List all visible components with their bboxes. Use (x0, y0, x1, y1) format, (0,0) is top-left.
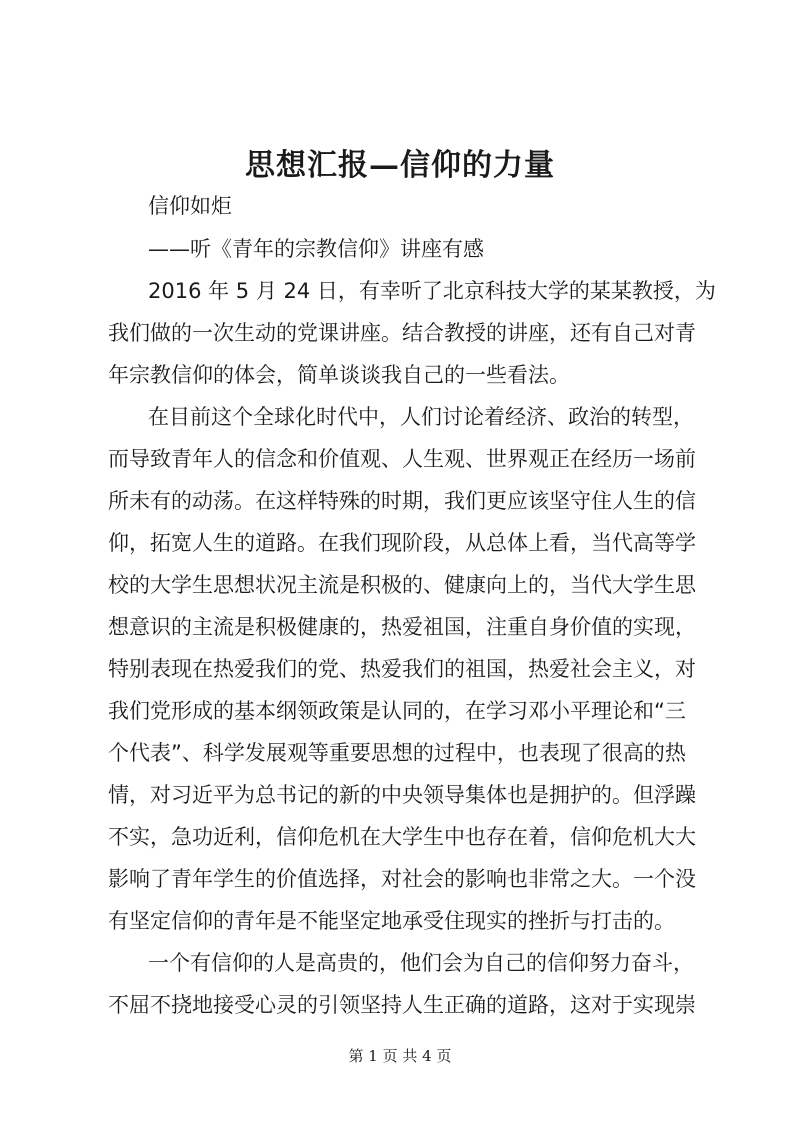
page-footer: 第 1 页 共 4 页 (348, 1047, 452, 1065)
body-line: 校的大学生思想状况主流是积极的、健康向上的，当代大学生思 (108, 573, 696, 597)
body-line: 有坚定信仰的青年是不能坚定地承受住现实的挫折与打击的。 (108, 909, 675, 933)
subtitle-line: ——听《青年的宗教信仰》讲座有感 (148, 237, 484, 261)
body-line: 2016 年 5 月 24 日，有幸听了北京科技大学的某某教授，为 (148, 279, 716, 303)
body-line: 特别表现在热爱我们的党、热爱我们的祖国，热爱社会主义，对 (108, 657, 696, 681)
body-line: 我们党形成的基本纲领政策是认同的，在学习邓小平理论和“三 (108, 699, 686, 723)
body-line: 我们做的一次生动的党课讲座。结合教授的讲座，还有自己对青 (108, 321, 696, 345)
body-line: 想意识的主流是积极健康的，热爱祖国，注重自身价值的实现， (108, 615, 696, 639)
body-line: 不实，急功近利，信仰危机在大学生中也存在着，信仰危机大大 (108, 825, 696, 849)
document-title: 思想汇报—信仰的力量 (245, 148, 555, 183)
body-line: 而导致青年人的信念和价值观、人生观、世界观正在经历一场前 (108, 447, 696, 471)
body-line: 影响了青年学生的价值选择，对社会的影响也非常之大。一个没 (108, 867, 696, 891)
subtitle-line: 信仰如炬 (148, 194, 232, 218)
body-line: 不屈不挠地接受心灵的引领坚持人生正确的道路，这对于实现崇 (108, 993, 696, 1017)
body-line: 个代表”、科学发展观等重要思想的过程中，也表现了很高的热 (108, 741, 686, 765)
body-line: 情，对习近平为总书记的新的中央领导集体也是拥护的。但浮躁 (108, 783, 696, 807)
body-line: 所未有的动荡。在这样特殊的时期，我们更应该坚守住人生的信 (108, 489, 696, 513)
body-line: 在目前这个全球化时代中，人们讨论着经济、政治的转型， (148, 405, 694, 429)
body-line: 年宗教信仰的体会，简单谈谈我自己的一些看法。 (108, 363, 570, 387)
body-line: 一个有信仰的人是高贵的，他们会为自己的信仰努力奋斗， (148, 951, 694, 975)
body-line: 仰，拓宽人生的道路。在我们现阶段，从总体上看，当代高等学 (108, 531, 696, 555)
